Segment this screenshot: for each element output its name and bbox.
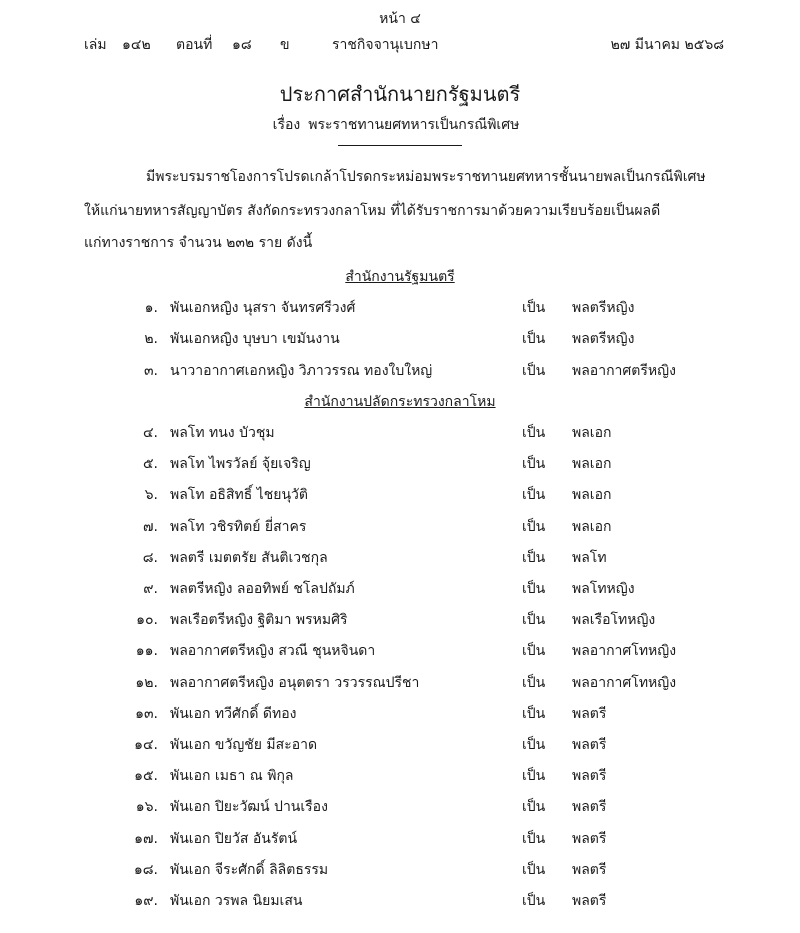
list-item (0, 890, 800, 914)
item-connector: เป็น (522, 487, 546, 504)
item-connector: เป็น (522, 331, 546, 348)
item-connector: เป็น (522, 830, 546, 847)
list-item (0, 360, 800, 384)
person-name: พลอากาศตรีหญิง อนุตตรา วรวรรณปรีชา (170, 674, 420, 691)
list-item (0, 422, 800, 446)
person-name: พันเอก วรพล นิยมเสน (170, 893, 303, 909)
list-item (0, 516, 800, 540)
item-number: ๒. (144, 331, 158, 348)
publication-date: ๒๗ มีนาคม ๒๕๖๘ (610, 37, 724, 53)
item-connector: เป็น (522, 705, 546, 722)
list-item (0, 703, 800, 727)
item-number: ๑๓. (135, 705, 158, 722)
new-rank: พลโทหญิง (572, 581, 635, 597)
volume-value: ๑๔๒ (122, 37, 151, 53)
list-item (0, 672, 800, 696)
intro-line-2: ให้แก่นายทหารสัญญาบัตร สังกัดกระทรวงกลาโหม ที่ได้รับราชการมาด้วยความเรียบร้อยเป็นผลดี (84, 203, 661, 219)
item-connector: เป็น (522, 643, 546, 660)
list-item (0, 734, 800, 758)
item-number: ๓. (143, 362, 158, 379)
item-number: ๑๘. (133, 861, 158, 878)
new-rank: พลตรี (572, 893, 607, 909)
item-number: ๘. (142, 549, 158, 566)
item-number: ๑๔. (134, 737, 158, 753)
person-name: พันเอกหญิง บุษบา เขมันงาน (170, 331, 340, 348)
list-item (0, 859, 800, 883)
item-connector: เป็น (522, 456, 546, 473)
item-connector: เป็น (522, 612, 546, 629)
item-connector: เป็น (522, 549, 546, 566)
item-number: ๑๒. (135, 674, 158, 691)
volume-label: เล่ม (84, 37, 107, 53)
item-connector: เป็น (522, 861, 546, 878)
new-rank: พลตรี (572, 861, 607, 878)
section-letter: ข (280, 37, 290, 53)
item-connector: เป็น (522, 799, 546, 816)
new-rank: พลเอก (572, 518, 612, 535)
person-name: นาวาอากาศเอกหญิง วิภาวรรณ ทองใบใหญ่ (170, 362, 433, 379)
item-connector: เป็น (522, 893, 546, 909)
person-name: พันเอก ปิยะวัฒน์ ปานเรือง (170, 799, 328, 816)
list-item (0, 796, 800, 820)
item-connector: เป็น (522, 674, 546, 691)
new-rank: พลตรีหญิง (572, 300, 635, 317)
item-number: ๖. (144, 487, 158, 504)
new-rank: พลเอก (572, 487, 612, 504)
person-name: พลตรี เมตตรัย สันติเวชกุล (170, 549, 328, 566)
new-rank: พลเอก (572, 456, 612, 473)
person-name: พลโท ทนง บัวชุม (170, 425, 275, 441)
new-rank: พลตรี (572, 830, 607, 847)
item-number: ๑๙. (134, 893, 158, 909)
list-item (0, 484, 800, 508)
item-number: ๑๖. (135, 799, 158, 816)
new-rank: พลตรี (572, 799, 607, 816)
person-name: พลเรือตรีหญิง ฐิติมา พรหมศิริ (170, 612, 348, 629)
new-rank: พลตรี (572, 768, 607, 785)
section-heading: สำนักงานปลัดกระทรวงกลาโหม (304, 393, 496, 410)
item-number: ๕. (142, 456, 158, 473)
list-item (0, 640, 800, 664)
person-name: พันเอก ปิยวัส อันรัตน์ (170, 830, 298, 847)
item-connector: เป็น (522, 518, 546, 535)
item-connector: เป็น (522, 581, 546, 597)
person-name: พันเอก ขวัญชัย มีสะอาด (170, 737, 318, 753)
new-rank: พลเรือโทหญิง (572, 612, 656, 629)
item-number: ๗. (143, 518, 158, 535)
list-item (0, 765, 800, 789)
title-divider (338, 145, 462, 146)
list-item (0, 609, 800, 633)
list-item (0, 578, 800, 602)
item-number: ๑๗. (134, 830, 158, 847)
person-name: พลโท วชิรทิตย์ ยี่สาคร (170, 518, 307, 535)
item-number: ๑๑. (135, 643, 158, 660)
person-name: พลโท ไพรวัลย์ จุ้ยเจริญ (170, 456, 311, 473)
list-item (0, 297, 800, 321)
item-number: ๑๐. (136, 612, 158, 629)
document-subject (0, 114, 800, 136)
new-rank: พลอากาศโทหญิง (572, 674, 677, 691)
person-name: พันเอก เมธา ณ พิกุล (170, 768, 294, 785)
item-connector: เป็น (522, 362, 546, 379)
item-connector: เป็น (522, 768, 546, 785)
item-number: ๙. (143, 581, 158, 597)
person-name: พันเอก ทวีศักดิ์ ดีทอง (170, 705, 297, 722)
item-connector: เป็น (522, 425, 546, 441)
new-rank: พลโท (572, 549, 607, 566)
list-item (0, 328, 800, 352)
person-name: พันเอก จีระศักดิ์ ลิลิตธรรม (170, 861, 329, 878)
item-connector: เป็น (522, 737, 546, 753)
item-number: ๑. (144, 300, 158, 317)
new-rank: พลตรีหญิง (572, 331, 635, 348)
list-item (0, 547, 800, 571)
list-item (0, 828, 800, 852)
new-rank: พลอากาศตรีหญิง (572, 362, 676, 379)
part-value: ๑๘ (232, 37, 252, 53)
page-number: หน้า ๔ (379, 11, 421, 27)
person-name: พันเอกหญิง นุสรา จันทรศรีวงศ์ (170, 300, 356, 317)
subject-label: เรื่อง (272, 117, 301, 133)
intro-line-3: แก่ทางราชการ จำนวน ๒๓๒ ราย ดังนี้ (84, 235, 313, 251)
gazette-header (84, 34, 724, 54)
person-name: พลโท อธิสิทธิ์ ไชยนุวัติ (170, 487, 308, 504)
new-rank: พลตรี (572, 737, 607, 753)
person-name: พลตรีหญิง ลออทิพย์ ชโลปถัมภ์ (170, 581, 355, 597)
section-heading: สำนักงานรัฐมนตรี (345, 269, 455, 285)
new-rank: พลตรี (572, 705, 607, 722)
item-number: ๑๕. (134, 768, 158, 785)
person-name: พลอากาศตรีหญิง สวณี ชุนหจินดา (170, 643, 376, 660)
subject-text: พระราชทานยศทหารเป็นกรณีพิเศษ (308, 117, 520, 133)
publication-name: ราชกิจจานุเบกษา (332, 37, 439, 53)
new-rank: พลเอก (572, 425, 612, 441)
item-connector: เป็น (522, 300, 546, 317)
list-item (0, 453, 800, 477)
document-title: ประกาศสำนักนายกรัฐมนตรี (279, 82, 521, 106)
part-label: ตอนที่ (176, 37, 213, 53)
new-rank: พลอากาศโทหญิง (572, 643, 677, 660)
intro-line-1: มีพระบรมราชโองการโปรดเกล้าโปรดกระหม่อมพระราชทานยศทหารชั้นนายพลเป็นกรณีพิเศษ (146, 169, 706, 185)
item-number: ๔. (142, 425, 158, 441)
